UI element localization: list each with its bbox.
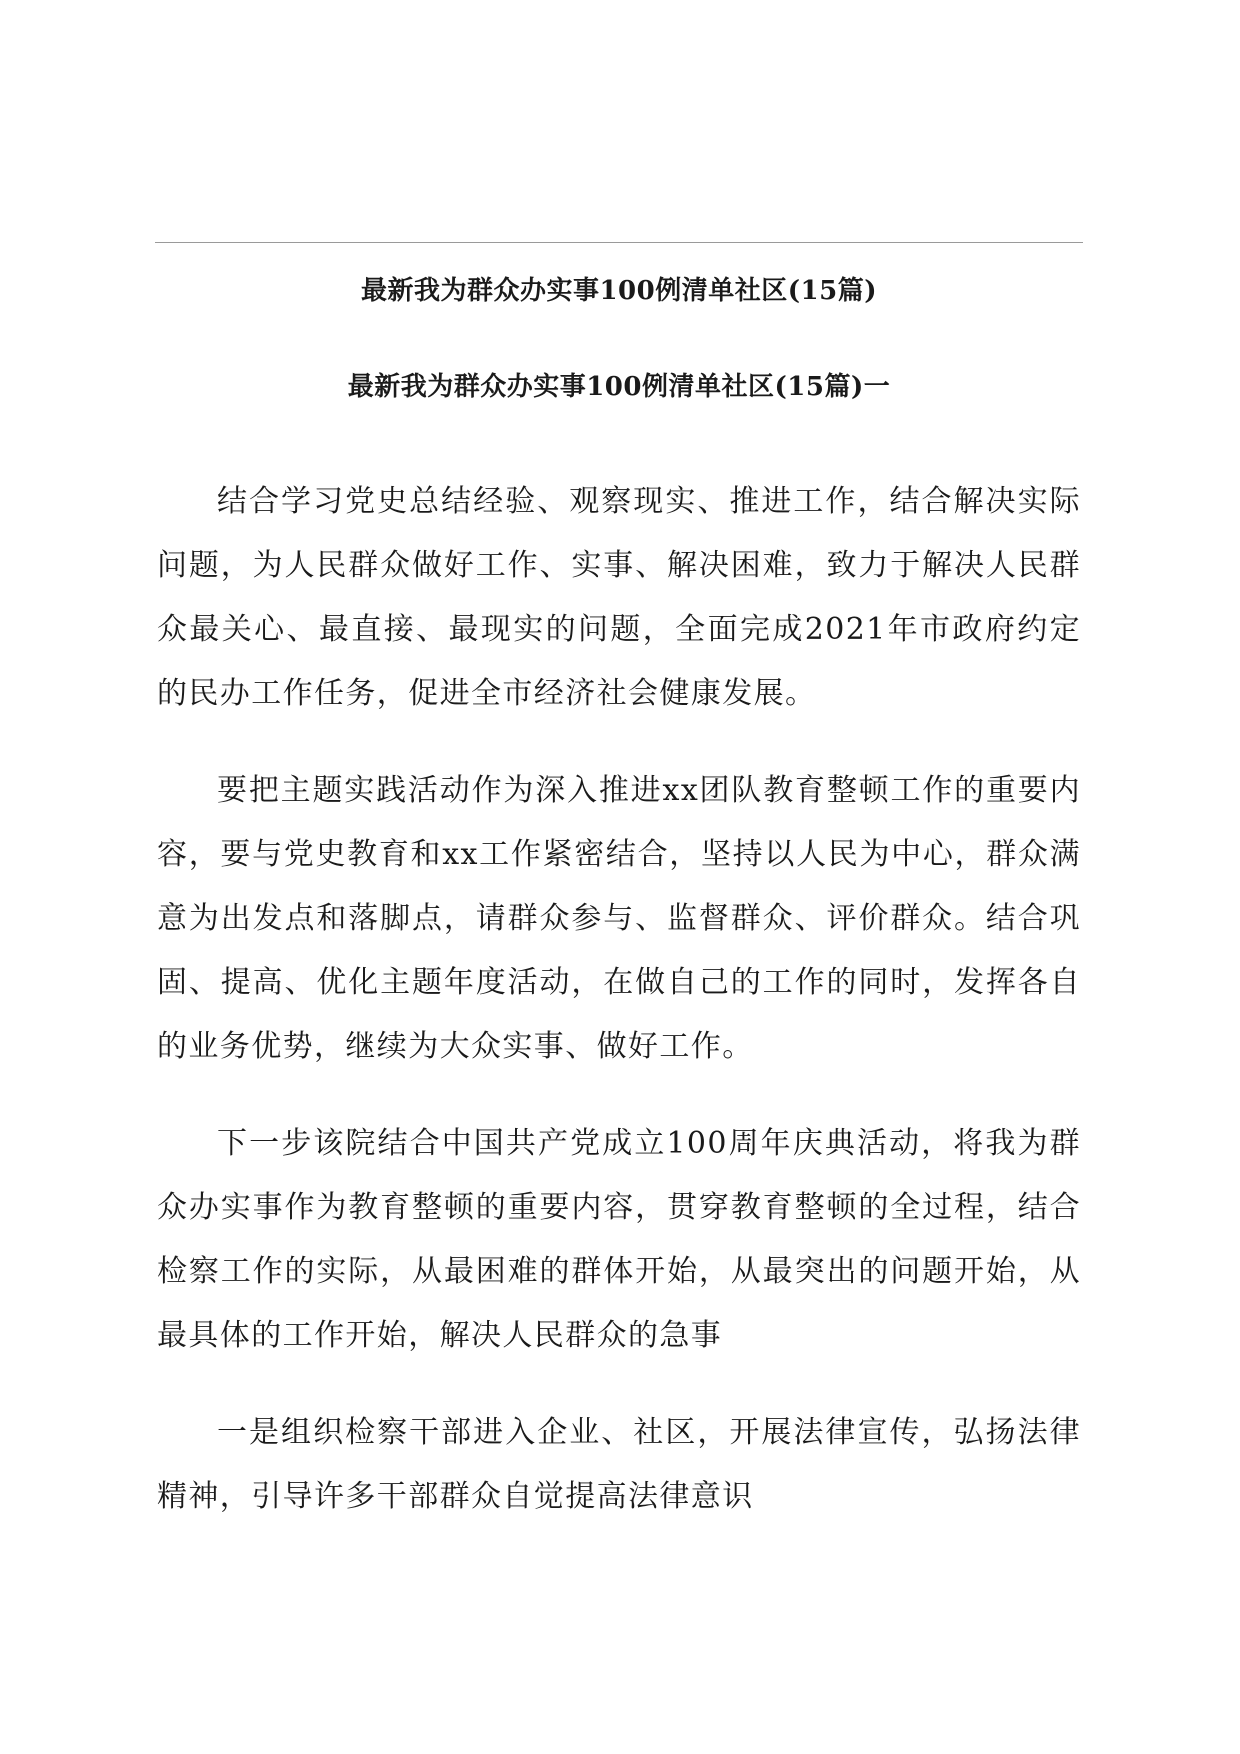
document-body	[157, 470, 1081, 1562]
header-divider	[155, 242, 1083, 243]
section-title: 最新我为群众办实事100例清单社区(15篇)一	[347, 372, 891, 402]
document-title: 最新我为群众办实事100例清单社区(15篇)	[360, 276, 878, 306]
paragraph-4: 一是组织检察干部进入企业、社区，开展法律宣传，弘扬法律精神，引导许多干部群众自觉提高法律意识	[157, 1415, 1081, 1514]
paragraph-2: 要把主题实践活动作为深入推进xx团队教育整顿工作的重要内容，要与党史教育和xx工作紧密结合，坚持以人民为中心，群众满意为出发点和落脚点，请群众参与、监督群众、评价群众。结合巩固、提高、优化主题年度活动，在做自己的工作的同时，发挥各自的业务优势，继续为大众实事、做好工作。	[157, 773, 1081, 1064]
paragraph-3: 下一步该院结合中国共产党成立100周年庆典活动，将我为群众办实事作为教育整顿的重要内容，贯穿教育整顿的全过程，结合检察工作的实际，从最困难的群体开始，从最突出的问题开始，从最具体的工作开始，解决人民群众的急事	[157, 1126, 1081, 1353]
paragraph-1: 结合学习党史总结经验、观察现实、推进工作，结合解决实际问题，为人民群众做好工作、实事、解决困难，致力于解决人民群众最关心、最直接、最现实的问题，全面完成2021年市政府约定的民办工作任务，促进全市经济社会健康发展。	[157, 484, 1081, 711]
